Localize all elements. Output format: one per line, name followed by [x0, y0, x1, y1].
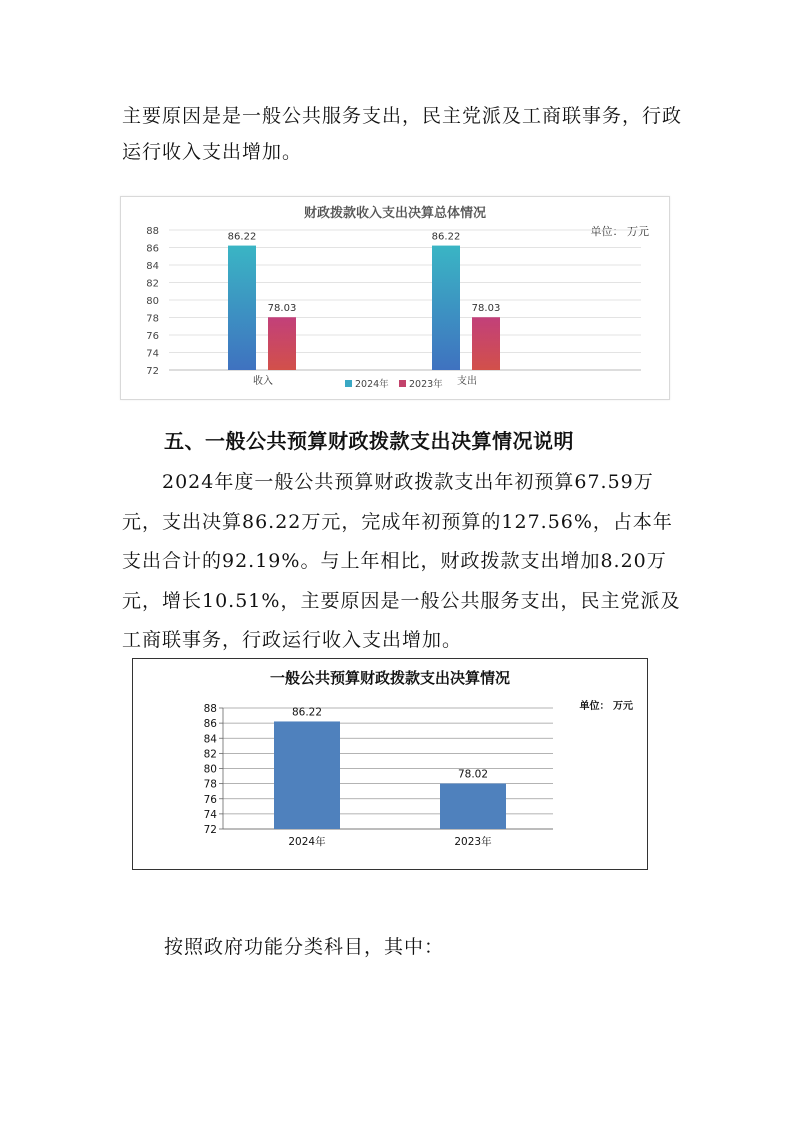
- chart-fiscal-overall-svg: [121, 197, 669, 399]
- paragraph-3: 按照政府功能分类科目，其中：: [164, 936, 445, 958]
- chart1-legend-label: 2024年: [355, 379, 389, 390]
- chart-general-budget-svg: [133, 659, 647, 869]
- chart1-y-tick-label: 82: [146, 278, 159, 290]
- chart1-title: 财政拨款收入支出决算总体情况: [303, 206, 487, 221]
- chart1-bar: [268, 317, 296, 370]
- chart2-y-tick-label: 84: [203, 733, 217, 746]
- paragraph-1: 主要原因是是一般公共服务支出，民主党派及工商联事务，行政运行收入支出增加。: [122, 105, 683, 163]
- chart2-y-tick-label: 82: [203, 748, 217, 761]
- chart1-y-tick-label: 86: [146, 243, 159, 255]
- chart1-legend-swatch: [345, 380, 352, 387]
- chart1-legend-label: 2023年: [409, 379, 443, 390]
- chart2-y-tick-label: 88: [203, 703, 217, 715]
- chart1-data-label: 78.03: [267, 303, 297, 315]
- chart2-bar: [274, 721, 340, 829]
- chart1-y-tick-label: 84: [146, 261, 159, 272]
- chart2-x-tick-label: 2023年: [454, 836, 492, 848]
- chart2-data-label: 78.02: [457, 768, 489, 781]
- chart1-bar: [228, 246, 256, 370]
- chart2-y-tick-label: 72: [203, 824, 217, 836]
- section-heading: 五、一般公共预算财政拨款支出决算情况说明: [164, 429, 574, 453]
- chart1-bar: [432, 246, 460, 370]
- chart1-legend-swatch: [399, 380, 406, 387]
- chart2-title: 一般公共预算财政拨款支出决算情况: [269, 669, 511, 687]
- chart1-data-label: 86.22: [431, 231, 461, 243]
- chart1-x-tick-label: 支出: [457, 376, 477, 387]
- chart1-y-tick-label: 72: [146, 366, 159, 377]
- chart2-y-tick-label: 78: [203, 778, 217, 791]
- chart1-y-tick-label: 74: [146, 348, 159, 360]
- chart1-y-tick-label: 80: [146, 296, 159, 307]
- chart2-x-tick-label: 2024年: [288, 836, 326, 848]
- chart2-y-tick-label: 86: [203, 718, 217, 731]
- chart1-y-tick-label: 88: [146, 226, 159, 237]
- chart2-y-tick-label: 74: [203, 808, 217, 821]
- chart1-y-tick-label: 76: [146, 331, 159, 342]
- chart2-data-label: 86.22: [291, 706, 323, 719]
- chart1-data-label: 86.22: [227, 231, 257, 243]
- chart-general-budget: [132, 658, 648, 870]
- chart-fiscal-overall: [120, 196, 670, 400]
- chart1-x-tick-label: 收入: [253, 376, 273, 387]
- chart2-bar: [440, 783, 506, 829]
- chart2-y-tick-label: 76: [203, 793, 217, 806]
- chart2-y-tick-label: 80: [203, 763, 217, 776]
- chart1-data-label: 78.03: [471, 303, 501, 315]
- chart2-unit-label: 单位： 万元: [579, 701, 633, 712]
- chart1-bar: [472, 317, 500, 370]
- paragraph-2: 2024年度一般公共预算财政拨款支出年初预算67.59万元，支出决算86.22万元，完成年初预算的127.56%，占本年支出合计的92.19%。与上年相比，财政拨款支出增加8.20万元，增长10.51%，主要原因是一般公共服务支出，民主党派及工商联事务，行政运行收入支出增加。: [122, 471, 681, 651]
- chart1-unit-label: 单位： 万元: [590, 225, 649, 238]
- chart1-y-tick-label: 78: [146, 313, 159, 325]
